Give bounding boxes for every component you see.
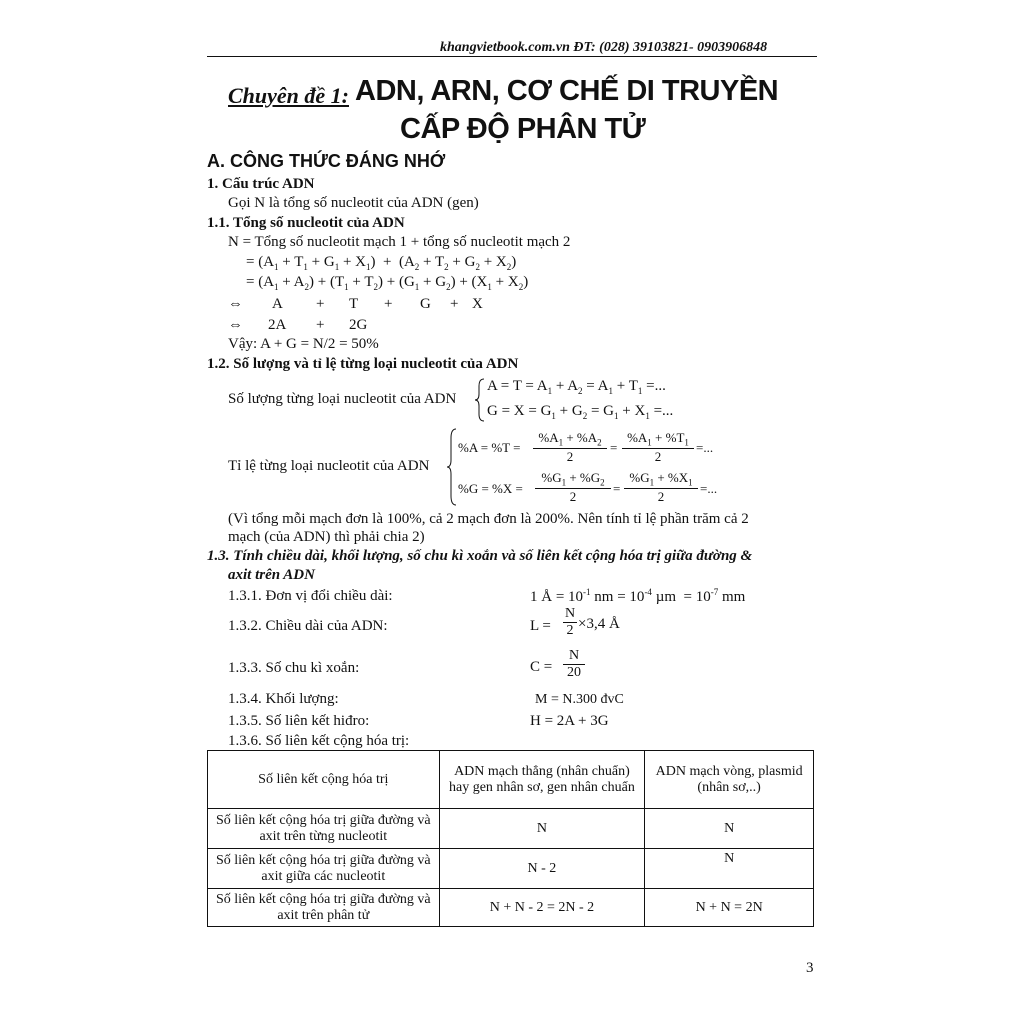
s12-note2: mạch (của ADN) thì phải chia 2)	[228, 529, 425, 545]
ratio-a-frac1: $\frac{\%A_1 + \%A_2}{2}$	[533, 430, 607, 465]
coil-lhs: C =	[530, 659, 553, 675]
s12-heading: 1.2. Số lượng và tỉ lệ từng loại nucleotit của ADN	[207, 356, 519, 372]
ratio-a-frac2: $\frac{\%A_1 + \%T_1}{2}$	[622, 430, 694, 465]
s13-heading2: axit trên ADN	[228, 567, 315, 583]
equals-sign: =	[613, 481, 621, 496]
table-header-row	[208, 751, 814, 809]
count-formula-g: $G = X = G_1 + G_2 = G_1 + X_1$ =...	[487, 403, 674, 421]
ellipsis: =...	[700, 481, 718, 496]
chapter-title-line1: ADN, ARN, CƠ CHẾ DI TRUYỀN	[355, 75, 779, 107]
s1-intro: Gọi N là tổng số nucleotit của ADN (gen)	[228, 195, 479, 211]
table-cell: N	[645, 809, 814, 849]
page-header: khangvietbook.com.vn ĐT: (028) 39103821- 0903906848	[440, 40, 768, 55]
unit-conversion-formula: 1 Å = $10^{-1}$ nm = $10^{-4}$ $\mu m = 10^{-7}$ mm	[530, 587, 746, 605]
s11-line2: = $(A_1 + T_1 + G_1 + X_1) + (A_2 + T_2 + G_2 + X_2)$	[246, 254, 517, 272]
s12-ratio-label: Tỉ lệ từng loại nucleotit của ADN	[228, 458, 430, 474]
row4-x: X	[472, 296, 483, 312]
left-brace	[446, 428, 458, 506]
length-factor: ×3,4 Å	[578, 616, 620, 632]
hydrogen-formula: H = 2A + 3G	[530, 713, 609, 729]
table-header-cell: Số liên kết cộng hóa trị	[208, 751, 440, 809]
equals-sign: =	[610, 440, 618, 455]
table-cell: N	[439, 809, 645, 849]
s12-count-label: Số lượng từng loại nucleotit của ADN	[228, 391, 457, 407]
s13-heading: 1.3. Tính chiều dài, khối lượng, số chu kì xoắn và số liên kết cộng hóa trị giữa đường &	[207, 548, 753, 564]
s1-heading: 1. Cấu trúc ADN	[207, 176, 315, 192]
table-cell: Số liên kết cộng hóa trị giữa đường và axit trên phân tử	[208, 889, 440, 927]
table-cell: N + N = 2N	[645, 889, 814, 927]
s11-line3: = $(A_1 + A_2) + (T_1 + T_2) + (G_1 + G_2) + (X_1 + X_2)$	[246, 274, 529, 292]
row4-t: T	[349, 296, 359, 312]
table-header-cell: ADN mạch thẳng (nhân chuẩn) hay gen nhân sơ, gen nhân chuẩn	[439, 751, 645, 809]
s135-label: 1.3.5. Số liên kết hiđro:	[228, 713, 370, 729]
s11-heading: 1.1. Tổng số nucleotit của ADN	[207, 215, 405, 231]
s134-label: 1.3.4. Khối lượng:	[228, 691, 339, 707]
table-cell: Số liên kết cộng hóa trị giữa đường và axit trên từng nucleotit	[208, 809, 440, 849]
coil-fraction: $\frac{N}{20}$	[563, 648, 585, 681]
ratio-g-frac2: $\frac{\%G_1 + \%X_1}{2}$	[624, 470, 698, 505]
row5-2g: 2G	[349, 317, 368, 333]
left-brace	[474, 378, 486, 422]
table-cell: N	[645, 849, 814, 889]
row4-plus1: +	[316, 296, 325, 312]
length-lhs: L =	[530, 618, 551, 634]
length-fraction: $\frac{N}{2}$	[565, 606, 576, 638]
ellipsis: =...	[696, 440, 714, 455]
ratio-a-lhs: %A = %T =	[458, 440, 521, 455]
table-cell: Số liên kết cộng hóa trị giữa đường và axit giữa các nucleotit	[208, 849, 440, 889]
count-formula-a: $A = T = A_1 + A_2 = A_1 + T_1$ =...	[487, 378, 666, 396]
s12-note: (Vì tổng mỗi mạch đơn là 100%, cả 2 mạch đơn là 200%. Nên tính tỉ lệ phần trăm cả 2	[228, 511, 749, 527]
equals-sign: =	[246, 274, 255, 290]
s132-label: 1.3.2. Chiều dài của ADN:	[228, 618, 388, 634]
table-row	[208, 809, 814, 849]
row4-g: G	[420, 296, 431, 312]
s136-label: 1.3.6. Số liên kết cộng hóa trị:	[228, 733, 410, 749]
equiv-symbol: ⇔	[228, 317, 243, 333]
covalent-bond-table	[207, 750, 814, 927]
equiv-symbol: ⇔	[228, 296, 243, 312]
row5-2a: 2A	[268, 317, 287, 333]
s11-conclusion: Vậy: A + G = N/2 = 50%	[228, 336, 379, 352]
row4-plus3: +	[450, 296, 459, 312]
row4-a: A	[272, 296, 283, 312]
mass-formula: M = N.300 đvC	[535, 692, 624, 707]
table-row	[208, 849, 814, 889]
header-divider	[207, 56, 817, 57]
table-cell: N - 2	[439, 849, 645, 889]
page-number: 3	[806, 960, 814, 976]
s11-line1: N = Tổng số nucleotit mạch 1 + tổng số nucleotit mạch 2	[228, 234, 571, 250]
table-row	[208, 889, 814, 927]
topic-label: Chuyên đề 1:	[228, 83, 349, 108]
row5-plus: +	[316, 317, 325, 333]
ratio-g-frac1: $\frac{\%G_1 + \%G_2}{2}$	[535, 470, 611, 505]
ratio-g-lhs: %G = %X =	[458, 481, 523, 496]
section-a-heading: A. CÔNG THỨC ĐÁNG NHỚ	[207, 151, 446, 171]
chapter-title-line2: CẤP ĐỘ PHÂN TỬ	[400, 113, 646, 145]
equals-sign: =	[246, 254, 255, 270]
table-cell: N + N - 2 = 2N - 2	[439, 889, 645, 927]
s131-label: 1.3.1. Đơn vị đổi chiều dài:	[228, 588, 393, 604]
row4-plus2: +	[384, 296, 393, 312]
table-header-cell: ADN mạch vòng, plasmid (nhân sơ,..)	[645, 751, 814, 809]
s133-label: 1.3.3. Số chu kì xoắn:	[228, 660, 360, 676]
